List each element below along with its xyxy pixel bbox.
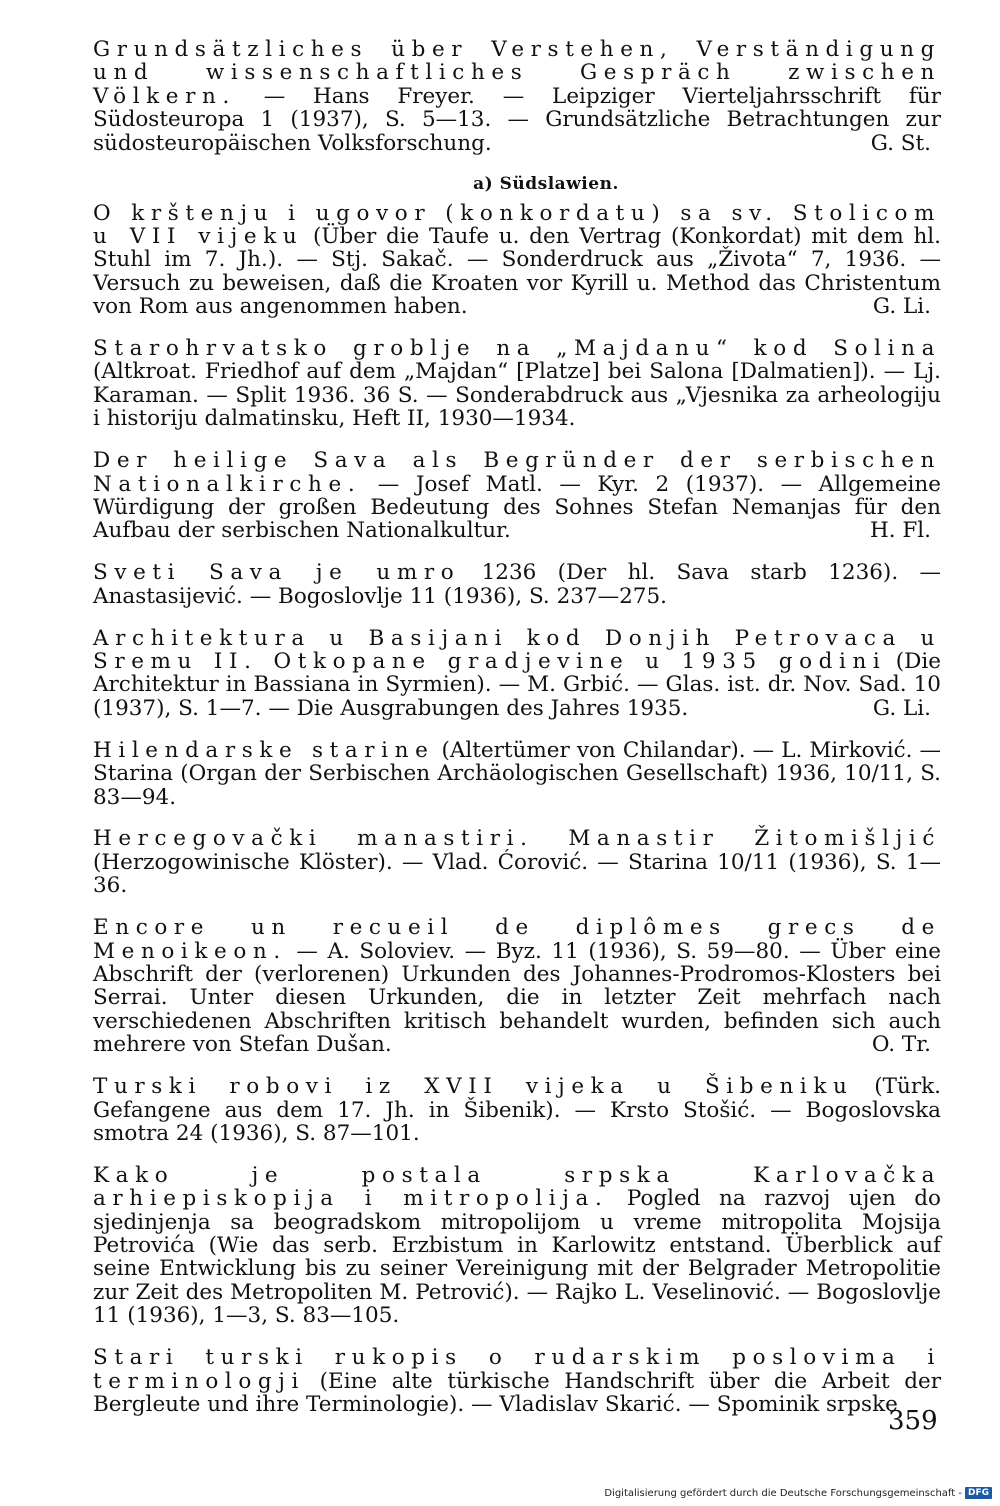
entry-title: Sveti Sava je umro bbox=[93, 560, 461, 586]
page-content bbox=[93, 38, 941, 1416]
entry-text: (Über die Taufe u. den Vertrag (Konkordat) mit dem hl. Stuhl im 7. Jh.). — Stj. Sakač. — Sonderdruck aus „Života“ 7, 1936. — Versuch zu beweisen, daß die Kroaten vor Kyrill u. Method das Christentum von Rom aus angenommen haben. bbox=[93, 223, 942, 320]
entry-text: — A. Soloviev. — Byz. 11 (1936), S. 59—80. — Über eine Abschrift der (verlorenen) Urkunden des Johannes-Prodromos-Klosters bei Serrai. Unter diesen Urkunden, die in letzter Zeit mehrfach nach verschiedenen Abschriften kritisch behandelt wurden, befinden sich auch mehrere von Stefan Dušan. bbox=[93, 938, 941, 1058]
bibliography-entry bbox=[93, 337, 941, 431]
entry-title: Der heilige Sava als Begründer der serbischen Nationalkirche. bbox=[93, 448, 941, 497]
entry-title: Kako je postala srpska Karlovačka arhiepiskopija i mitropolija. bbox=[93, 1162, 941, 1212]
entry-text: (Altkroat. Friedhof auf dem „Majdan“ [Platze] bei Salona [Dalmatien]). — Lj. Karaman. — Split 1936. 36 S. — Sonderabdruck aus „Vjesnika za arheologiju i historiju dalmatinsku, Heft II, 1930—1934. bbox=[93, 359, 941, 432]
entry-title: Starohrvatsko groblje na „Majdanu“ kod Solina bbox=[93, 336, 941, 362]
bibliography-entry bbox=[93, 1075, 941, 1145]
footer-text: Digitalisierung gefördert durch die Deutsche Forschungsgemeinschaft - bbox=[604, 1487, 962, 1499]
entry-title: Turski robovi iz XVII vijeka u Šibeniku bbox=[93, 1074, 854, 1100]
bibliography-entry bbox=[93, 916, 941, 1056]
bibliography-entry bbox=[93, 827, 941, 897]
entry-title: Hilendarske starine bbox=[93, 737, 435, 763]
dfg-logo: DFG bbox=[965, 1487, 992, 1499]
bibliography-entry bbox=[93, 449, 941, 543]
entry-title: Hercegovački manastiri. Manastir Žitomišljić bbox=[93, 826, 941, 852]
bibliography-entry bbox=[93, 202, 941, 319]
bibliography-entry bbox=[93, 1164, 941, 1328]
entry-title: Encore un recueil de diplômes grecs de Menoikeon. bbox=[93, 915, 941, 964]
entry-text: Pogled na razvoj ujen do sjedinjenja sa beogradskom mitropolijom u vreme mitropolita Mojsija Petrovića (Wie das serb. Erzbistum in Karlowitz entstand. Überblick auf seine Entwicklung bis zu seiner Vereinigung mit der Belgrader Metropolitie zur Zeit des Metropoliten M. Petrović). — Rajko L. Veselinović. — Bogoslovlje 11 (1936), 1—3, S. 83—105. bbox=[93, 1186, 941, 1329]
entry-title: Stari turski rukopis o rudarskim poslovima i terminologji bbox=[93, 1345, 941, 1394]
bibliography-entry bbox=[93, 38, 941, 155]
entry-title: Architektura u Basijani kod Donjih Petrovaca u Sremu II. Otkopane gradjevine u 1935 godini bbox=[93, 625, 941, 675]
entry-text: (Herzogowinische Klöster). — Vlad. Ćorović. — Starina 10/11 (1936), S. 1—36. bbox=[93, 849, 941, 899]
page-number: 359 bbox=[888, 1406, 938, 1436]
entry-signature: H. Fl. bbox=[869, 518, 931, 544]
entry-title: O krštenju i ugovor (konkordatu) sa sv. Stolicom u VII vijeku bbox=[93, 200, 941, 249]
section-heading: a) Südslawien. bbox=[473, 173, 619, 194]
bibliography-entry bbox=[93, 561, 941, 608]
entry-text: — Josef Matl. — Kyr. 2 (1937). — Allgemeine Würdigung der großen Bedeutung des Sohnes Stefan Nemanjas für den Aufbau der serbischen Nationalkultur. bbox=[93, 471, 941, 544]
entry-text: (Die Architektur in Bassiana in Syrmien). — M. Grbić. — Glas. ist. dr. Nov. Sad. 10 (1937), S. 1—7. — Die Ausgrabungen des Jahres 1935. bbox=[93, 649, 941, 721]
entry-signature: O. Tr. bbox=[871, 1032, 931, 1058]
entry-signature: G. Li. bbox=[872, 695, 931, 721]
entry-signature: G. St. bbox=[870, 130, 931, 156]
bibliography-entry bbox=[93, 1346, 941, 1416]
bibliography-entry bbox=[93, 627, 941, 721]
entry-signature: G. Li. bbox=[872, 294, 931, 320]
entry-text: 1236 (Der hl. Sava starb 1236). — Anastasijević. — Bogoslovlje 11 (1936), S. 237—275. bbox=[93, 560, 941, 609]
entry-text: — Hans Freyer. — Leipziger Vierteljahrsschrift für Südosteuropa 1 (1937), S. 5—13. — Grundsätzliche Betrachtungen zur südosteuropäischen Volksforschung. bbox=[93, 83, 941, 156]
digitization-footer bbox=[604, 1487, 992, 1499]
entry-title: Grundsätzliches über Verstehen, Verständigung und wissenschaftliches Gespräch zwischen Völkern. bbox=[93, 37, 941, 109]
bibliography-entry bbox=[93, 739, 941, 809]
entry-text: (Altertümer von Chilandar). — L. Mirković. — Starina (Organ der Serbischen Archäologischen Gesellschaft) 1936, 10/11, S. 83—94. bbox=[93, 737, 942, 810]
entry-text: (Eine alte türkische Handschrift über die Arbeit der Bergleute und ihre Terminologie). — Vladislav Skarić. — Spominik srpske bbox=[93, 1368, 941, 1417]
entry-text: (Türk. Gefangene aus dem 17. Jh. in Šibenik). — Krsto Stošić. — Bogoslovska smotra 24 (1936), S. 87—101. bbox=[93, 1074, 941, 1146]
